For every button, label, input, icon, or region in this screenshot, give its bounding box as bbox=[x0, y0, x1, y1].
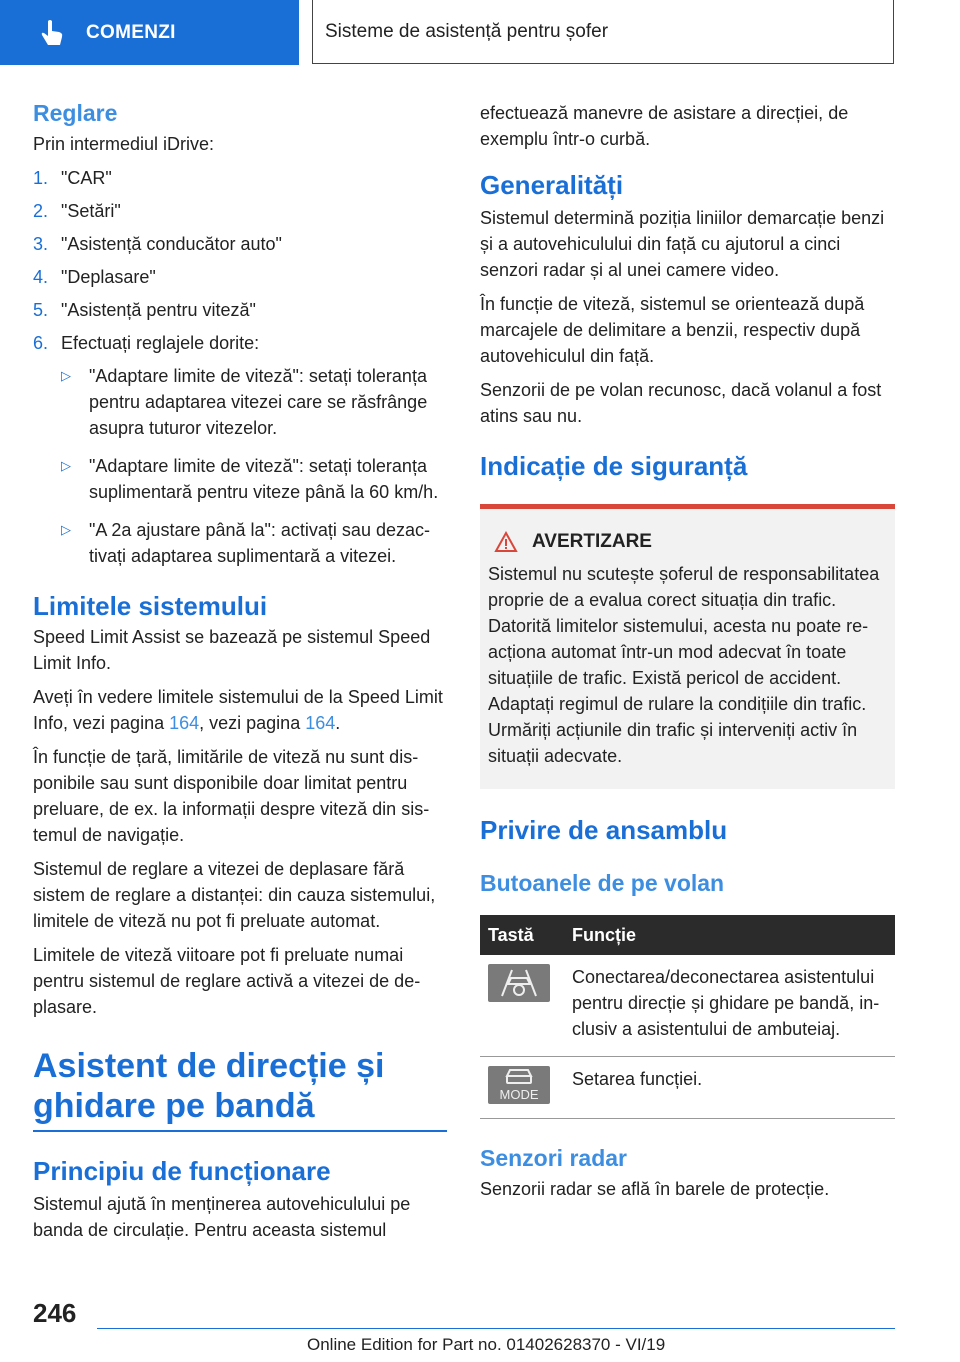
limits-heading: Limitele sistemului bbox=[33, 591, 268, 621]
right-column bbox=[480, 100, 895, 1210]
safety-heading: Indicație de siguranță bbox=[480, 451, 748, 481]
page-link[interactable]: 164 bbox=[305, 713, 336, 733]
bullet-list bbox=[61, 363, 447, 569]
principiu-heading: Principiu de funcționare bbox=[33, 1156, 331, 1186]
general-paragraph: În funcție de viteză, sistemul se orientează după marcajele de delimitare a benzii, respectiv după autovehiculul din față. bbox=[480, 294, 865, 366]
chapter-heading-block bbox=[33, 1046, 447, 1132]
warning-triangle-icon bbox=[494, 531, 518, 553]
list-item: 2. "Setări" bbox=[33, 201, 121, 221]
triangle-bullet-icon: ▷ bbox=[61, 368, 71, 383]
triangle-bullet-icon: ▷ bbox=[61, 458, 71, 473]
general-heading: Generalități bbox=[480, 170, 624, 200]
list-item: 6. Efectuați reglajele dorite: bbox=[33, 333, 260, 353]
section-title: Sisteme de asistență pentru șofer bbox=[312, 0, 894, 64]
bullet-item: ▷ "Adaptare limite de viteză": setați toleranța pentru adaptarea vitezei care se răsfrânge asupra tuturor vitezelor. bbox=[61, 363, 447, 441]
reglare-intro: Prin intermediul iDrive: bbox=[33, 134, 215, 154]
chapter-heading: Asistent de direcție și ghidare pe bandă bbox=[33, 1047, 385, 1125]
limits-paragraph-links: Aveți în vedere limitele sistemului de la Speed Limit Info, vezi pagina 164, vezi pagina 164. bbox=[33, 687, 443, 733]
page-link[interactable]: 164 bbox=[169, 713, 200, 733]
list-item: 3. "Asistență conducător auto" bbox=[33, 234, 282, 254]
general-paragraph: Sistemul determină poziția liniilor demarcație benzi și a autovehiculului din față cu ajutorul a cinci senzori radar și al unei camere video. bbox=[480, 208, 885, 280]
warning-text: Sistemul nu scutește șoferul de responsabilitatea proprie de a evalua corect situația din trafic. Datorită limitelor sistemului, acesta nu poate reacționa automat într-un mod adecvat în toate situațiile de trafic. Există pericol de accident. Adaptați regimul de rulare la condițiile din trafic. Urmăriți acțiunile din trafic și interveniți activ în situații adecvate. bbox=[488, 564, 880, 766]
list-item: 5. "Asistență pentru viteză" bbox=[33, 300, 256, 320]
table-cell-function: Setarea funcției. bbox=[564, 1057, 895, 1119]
table-row bbox=[480, 1057, 895, 1119]
header-tab-comenzi[interactable] bbox=[0, 0, 299, 65]
general-paragraph: Senzorii de pe volan recunosc, dacă volanul a fost atins sau nu. bbox=[480, 380, 882, 426]
reglare-heading: Reglare bbox=[33, 100, 118, 126]
principiu-paragraph: Sistemul ajută în menținerea autovehiculului pe banda de circulație. Pentru aceasta sistemul bbox=[33, 1194, 411, 1240]
header-tab-label: COMENZI bbox=[86, 21, 176, 43]
bullet-item: ▷ "A 2a ajustare până la": activați sau dezactivați adaptarea suplimentară a vitezei. bbox=[61, 517, 447, 569]
left-column bbox=[33, 100, 447, 1251]
svg-text:MODE: MODE bbox=[499, 1087, 539, 1102]
lane-assist-button-icon bbox=[488, 964, 550, 1002]
table-header: Funcție bbox=[564, 915, 895, 955]
radar-heading: Senzori radar bbox=[480, 1145, 627, 1171]
footer-divider bbox=[97, 1328, 895, 1329]
table-header: Tastă bbox=[480, 915, 564, 955]
overview-heading: Privire de ansamblu bbox=[480, 815, 728, 845]
warning-box bbox=[480, 504, 895, 789]
edition-text: Online Edition for Part no. 01402628370 - VI/19 bbox=[307, 1335, 666, 1354]
triangle-bullet-icon: ▷ bbox=[61, 522, 71, 537]
limits-paragraph: Sistemul de reglare a vitezei de deplasare fără sistem de reglare a distanței: din cauza sistemului, limitele de viteză nu pot fi preluate automat. bbox=[33, 859, 436, 931]
hand-pointer-icon bbox=[40, 19, 64, 47]
list-item: 1. "CAR" bbox=[33, 168, 112, 188]
limits-paragraph: Limitele de viteză viitoare pot fi preluate numai pentru sistemul de reglare activă a vitezei de deplasare. bbox=[33, 945, 421, 1017]
limits-paragraph: În funcție de țară, limitările de viteză nu sunt disponibile sau sunt disponibile doar limitat pentru preluare, de ex. la informații despre viteză din sistemul de navigație. bbox=[33, 747, 430, 845]
warning-title: AVERTIZARE bbox=[488, 531, 887, 553]
table-row bbox=[480, 955, 895, 1057]
list-item: 4. "Deplasare" bbox=[33, 267, 156, 287]
bullet-item: ▷ "Adaptare limite de viteză": setați toleranța suplimentară pentru viteze până la 60 km/h. bbox=[61, 453, 447, 505]
page-number: 246 bbox=[33, 1298, 77, 1328]
steps-list bbox=[33, 165, 447, 356]
mode-button-icon bbox=[488, 1066, 550, 1104]
buttons-heading: Butoanele de pe volan bbox=[480, 870, 725, 896]
radar-paragraph: Senzorii radar se află în barele de protecție. bbox=[480, 1179, 830, 1199]
table-cell-function: Conectarea/deconectarea asistentului pentru direcție și ghidare pe bandă, inclusiv a asistentului de ambuteiaj. bbox=[564, 955, 895, 1057]
limits-paragraph: Speed Limit Assist se bazează pe sistemul Speed Limit Info. bbox=[33, 627, 431, 673]
buttons-table bbox=[480, 915, 895, 1119]
continued-paragraph: efectuează manevre de asistare a direcției, de exemplu într-o curbă. bbox=[480, 103, 849, 149]
